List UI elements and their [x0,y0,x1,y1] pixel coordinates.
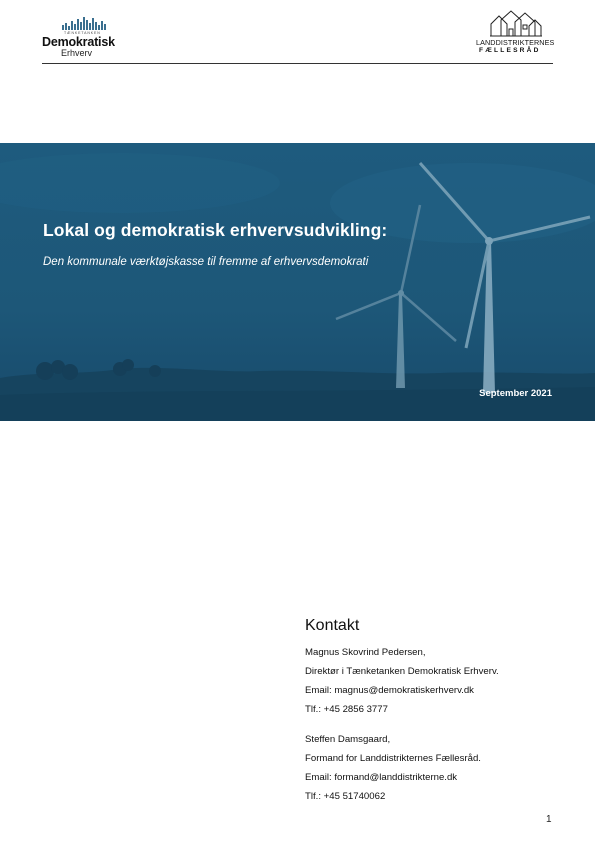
contact-role: Direktør i Tænketanken Demokratisk Erhverv. [305,666,499,677]
demokratisk-erhverv-logo [42,16,122,58]
contact-email[interactable]: Email: formand@landdistrikterne.dk [305,772,458,783]
document-subtitle: Den kommunale værktøjskasse til fremme af erhvervsdemokrati [43,256,369,268]
publication-date: September 2021 [479,388,552,399]
contact-role: Formand for Landdistrikternes Fællesråd. [305,753,481,764]
document-title: Lokal og demokratisk erhvervsudvikling: [43,220,388,240]
logo-line-2: FÆLLESRÅD [479,47,541,54]
contact-heading: Kontakt [305,617,360,634]
contact-person-2 [305,730,565,806]
wind-turbines-image [0,143,595,421]
logo-tagline: TÆNKETANKEN [64,31,101,35]
contact-name: Steffen Damsgaard, [305,734,391,745]
contact-phone: Tlf.: +45 51740062 [305,791,386,802]
logo-subname: Erhverv [61,48,93,58]
logo-name: Demokratisk [42,35,115,49]
houses-outline-icon [489,10,543,37]
city-skyline-bars-icon [62,16,106,30]
contact-name: Magnus Skovrind Pedersen, [305,647,426,658]
landdistrikternes-faellesraad-logo [476,10,556,58]
hero-banner [0,143,595,421]
header-divider [42,63,553,64]
contact-phone: Tlf.: +45 2856 3777 [305,704,388,715]
contact-email[interactable]: Email: magnus@demokratiskerhverv.dk [305,685,474,696]
page-number: 1 [546,814,552,825]
contact-person-1 [305,643,565,719]
logo-line-1: LANDDISTRIKTERNES [476,38,555,47]
contact-section [305,617,565,806]
